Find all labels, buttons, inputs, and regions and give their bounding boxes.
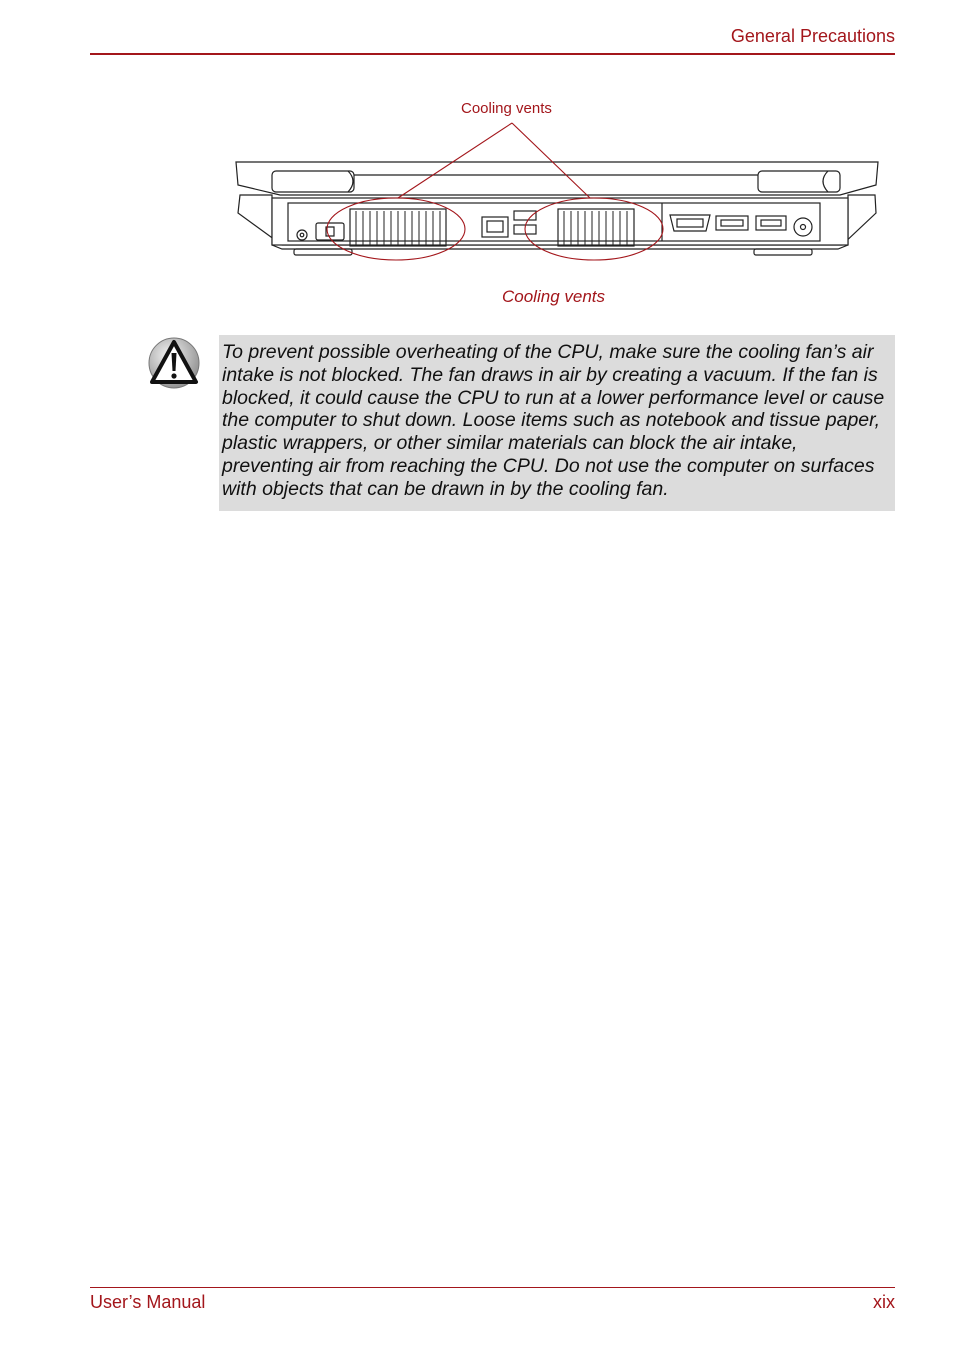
figure-caption: Cooling vents: [502, 287, 606, 306]
header-divider: [90, 53, 895, 55]
footer-page-number: xix: [873, 1292, 895, 1312]
figure-callout-label: Cooling vents: [461, 100, 552, 117]
caution-note-text: To prevent possible overheating of the CPU, make sure the cooling fan’s air intake is not blocked. The fan draws in air by creating a vacuum. If the fan is blocked, it could cause the CPU to run at a lower performance level or cause the computer to shut down. Loose items such as notebook and tissue paper, plastic wrappers, or other similar materials can block the air intake, preventing air from reaching the CPU. Do not use the computer on surfaces with objects that can be drawn in by the cooling fan.: [222, 341, 885, 500]
caution-note-box: [219, 335, 895, 511]
warning-triangle-icon: [147, 336, 201, 390]
laptop-rear-illustration: [230, 95, 890, 270]
footer-manual-title: User’s Manual: [90, 1292, 206, 1312]
page-header-title: General Precautions: [730, 26, 895, 46]
footer-divider: [90, 1287, 895, 1288]
left-foot: [294, 249, 352, 255]
right-foot: [754, 249, 812, 255]
